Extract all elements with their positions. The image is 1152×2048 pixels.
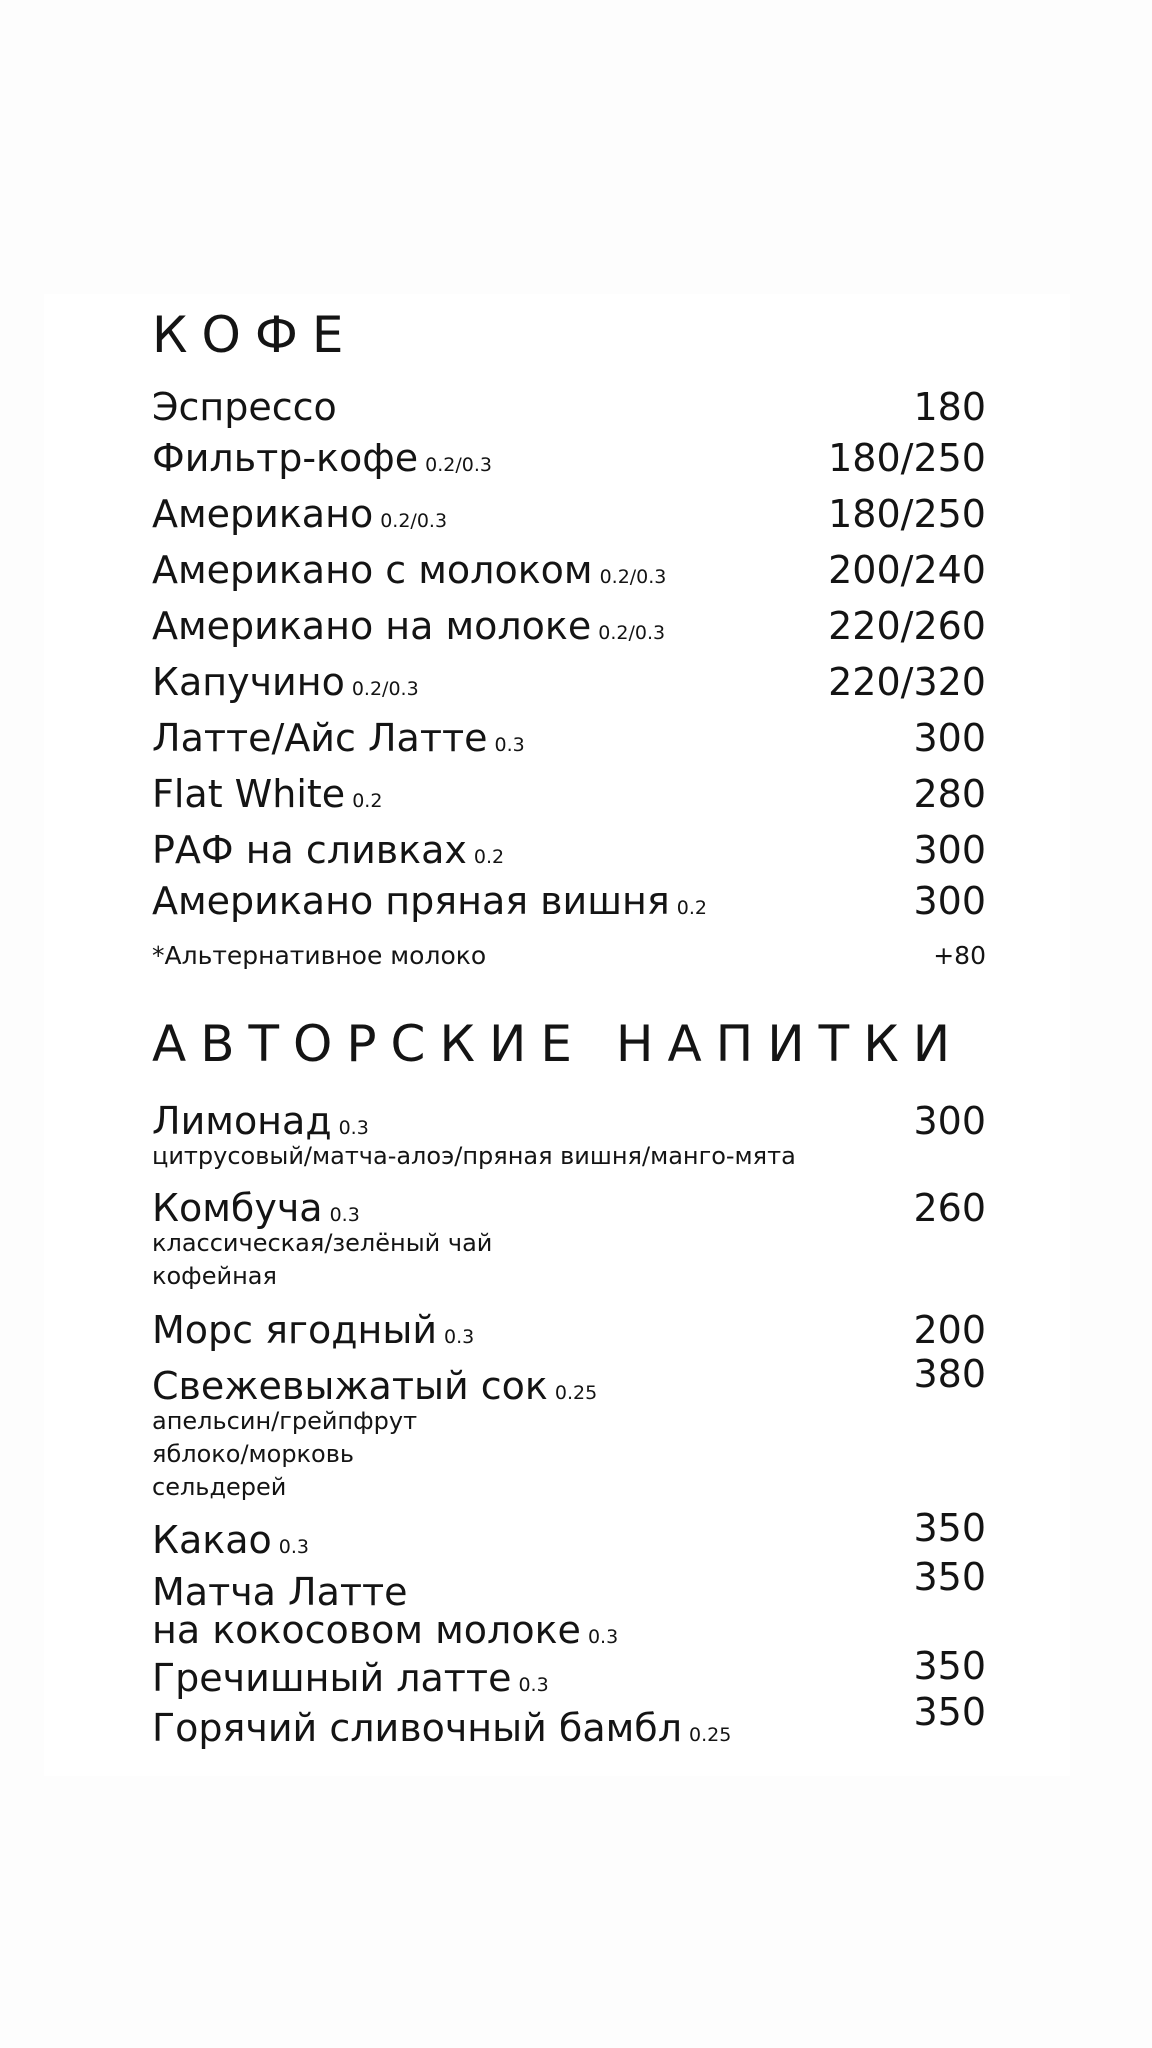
item-price: 350 (913, 1506, 986, 1550)
item-description: апельсин/грейпфрут яблоко/морковь сельдерей (152, 1407, 418, 1501)
item-name: Эспрессо (152, 385, 337, 429)
item-name: Свежевыжатый сок 0.25 (152, 1364, 598, 1408)
item-size: 0.2 (473, 846, 505, 868)
item-name: Американо с молоком 0.2/0.3 (152, 548, 667, 592)
section-title-coffee: КОФЕ (152, 306, 358, 364)
item-name: Горячий сливочный бамбл 0.25 (152, 1706, 732, 1750)
item-name: Американо пряная вишня 0.2 (152, 879, 707, 923)
item-size: 0.25 (554, 1382, 598, 1404)
item-size: 0.3 (494, 734, 525, 756)
item-name: Комбуча 0.3 (152, 1186, 360, 1230)
item-price: 180/250 (828, 492, 986, 536)
item-price: 280 (913, 772, 986, 816)
item-price: 220/320 (828, 660, 986, 704)
item-size: 0.2/0.3 (425, 454, 492, 476)
item-size: 0.3 (444, 1326, 475, 1348)
item-name: Какао 0.3 (152, 1518, 309, 1562)
item-name: Американо на молоке 0.2/0.3 (152, 604, 666, 648)
item-price: 300 (913, 828, 986, 872)
item-price: 300 (913, 1099, 986, 1143)
item-name: РАФ на сливках 0.2 (152, 828, 505, 872)
item-description: цитрусовый/матча-алоэ/пряная вишня/манго-мята (152, 1142, 796, 1170)
item-size: 0.2 (352, 790, 383, 812)
item-description: классическая/зелёный чай кофейная (152, 1229, 493, 1290)
item-size: 0.3 (329, 1204, 360, 1226)
item-size: 0.3 (587, 1626, 619, 1648)
item-size: 0.2/0.3 (598, 622, 666, 644)
item-size: 0.2 (676, 897, 707, 919)
item-price: 220/260 (828, 604, 986, 648)
note-price: +80 (933, 941, 986, 970)
item-price: 180 (913, 385, 986, 429)
item-name: Flat White 0.2 (152, 772, 383, 816)
item-size: 0.3 (338, 1117, 369, 1139)
item-size: 0.2/0.3 (599, 566, 667, 588)
item-name: Лимонад 0.3 (152, 1099, 369, 1143)
alt-milk-note (152, 943, 986, 968)
item-price: 260 (913, 1186, 986, 1230)
item-size: 0.3 (518, 1674, 549, 1696)
item-price: 200 (913, 1308, 986, 1352)
item-size: 0.25 (689, 1724, 732, 1746)
item-size: 0.3 (278, 1536, 309, 1558)
item-price: 180/250 (828, 436, 986, 480)
item-size: 0.2/0.3 (351, 678, 419, 700)
item-name: Гречишный латте 0.3 (152, 1656, 549, 1700)
item-name: Морс ягодный 0.3 (152, 1308, 475, 1352)
note-text: *Альтернативное молоко (152, 941, 487, 970)
section-title-signature-drinks: АВТОРСКИЕ НАПИТКИ (152, 1015, 965, 1073)
item-name: Матча Латте на кокосовом молоке 0.3 (152, 1570, 619, 1652)
item-price: 300 (913, 879, 986, 923)
item-price: 300 (913, 716, 986, 760)
item-price: 200/240 (828, 548, 986, 592)
item-size: 0.2/0.3 (380, 510, 448, 532)
item-price: 350 (913, 1555, 986, 1599)
item-name: Американо 0.2/0.3 (152, 492, 448, 536)
item-price: 380 (913, 1352, 986, 1396)
item-price: 350 (913, 1690, 986, 1734)
item-name: Капучино 0.2/0.3 (152, 660, 419, 704)
item-name: Фильтр-кофе 0.2/0.3 (152, 436, 492, 480)
item-name: Латте/Айс Латте 0.3 (152, 716, 525, 760)
item-price: 350 (913, 1644, 986, 1688)
